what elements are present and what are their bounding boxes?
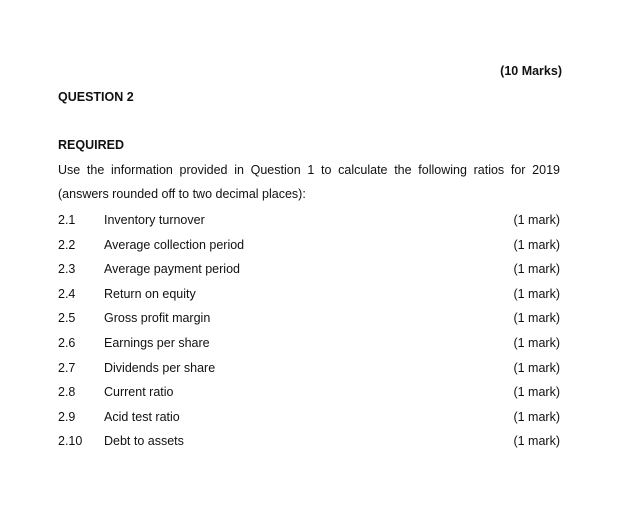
item-number: 2.10 xyxy=(58,434,83,449)
item-number: 2.9 xyxy=(58,409,76,424)
item-number: 2.2 xyxy=(58,237,76,252)
item-mark: (1 mark) xyxy=(513,213,560,227)
item-number: 2.7 xyxy=(58,360,76,375)
ratio-list xyxy=(58,212,560,458)
list-item xyxy=(58,310,560,335)
question-title: QUESTION 2 xyxy=(58,90,134,104)
item-mark: (1 mark) xyxy=(513,434,560,449)
item-mark: (1 mark) xyxy=(513,335,560,350)
item-mark: (1 mark) xyxy=(513,409,560,424)
list-item xyxy=(58,237,560,262)
item-number: 2.1 xyxy=(58,213,76,227)
item-label: Current ratio xyxy=(104,385,174,400)
item-label: Gross profit margin xyxy=(104,311,211,326)
item-mark: (1 mark) xyxy=(513,360,560,375)
instruction-line-1: Use the information provided in Question 1 to calculate the following ratios for 2019 xyxy=(58,163,560,177)
list-item xyxy=(58,261,560,286)
item-number: 2.6 xyxy=(58,335,76,350)
item-label: Inventory turnover xyxy=(104,213,205,227)
list-item xyxy=(58,409,560,434)
item-mark: (1 mark) xyxy=(513,385,560,400)
item-mark: (1 mark) xyxy=(513,286,560,301)
item-label: Earnings per share xyxy=(104,335,210,350)
required-heading: REQUIRED xyxy=(58,138,124,152)
item-number: 2.8 xyxy=(58,385,76,400)
list-item xyxy=(58,335,560,360)
list-item xyxy=(58,212,560,237)
list-item xyxy=(58,433,560,458)
item-mark: (1 mark) xyxy=(513,311,560,326)
instruction-line-2: (answers rounded off to two decimal places): xyxy=(58,187,306,201)
item-label: Average payment period xyxy=(104,262,240,277)
item-mark: (1 mark) xyxy=(513,237,560,252)
item-label: Debt to assets xyxy=(104,434,184,449)
item-number: 2.4 xyxy=(58,286,76,301)
total-marks: (10 Marks) xyxy=(500,64,562,78)
item-number: 2.3 xyxy=(58,262,76,277)
item-number: 2.5 xyxy=(58,311,76,326)
list-item xyxy=(58,360,560,385)
item-label: Return on equity xyxy=(104,286,196,301)
item-label: Dividends per share xyxy=(104,360,216,375)
list-item xyxy=(58,384,560,409)
list-item xyxy=(58,286,560,311)
item-label: Acid test ratio xyxy=(104,409,180,424)
item-label: Average collection period xyxy=(104,237,245,252)
item-mark: (1 mark) xyxy=(513,262,560,277)
